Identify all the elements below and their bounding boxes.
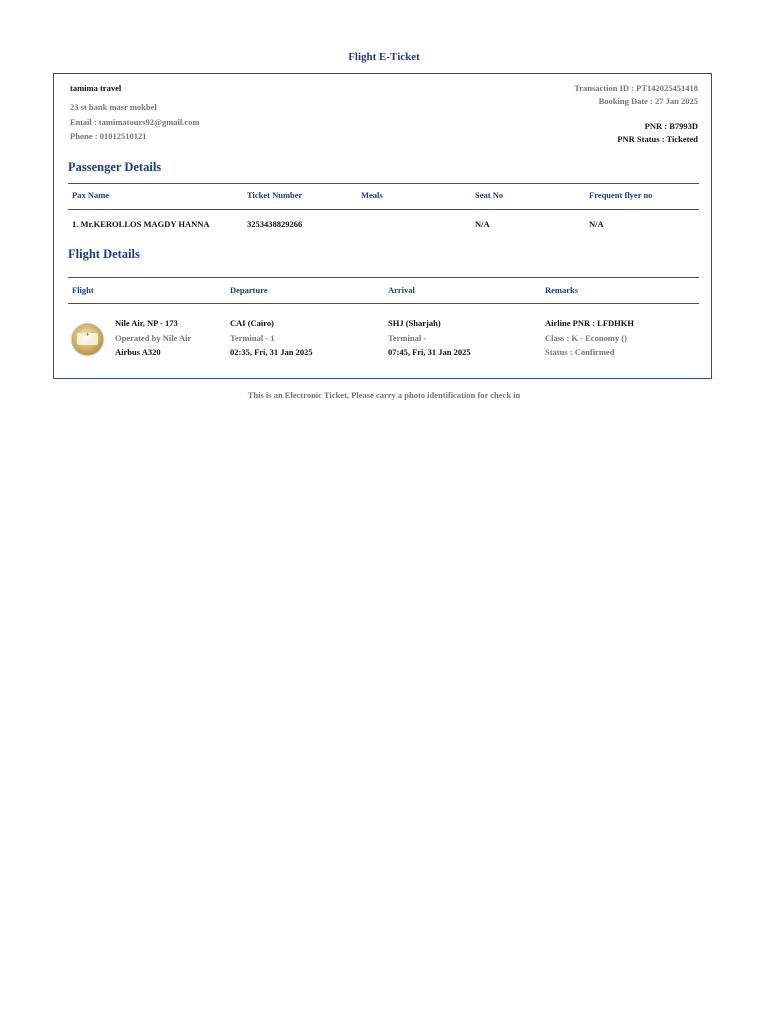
aircraft: Airbus A320 [115, 347, 161, 357]
passenger-section-title: Passenger Details [68, 160, 162, 174]
header-seat-no: Seat No [475, 190, 504, 200]
nile-air-logo-icon: ✈ [71, 323, 104, 356]
pax-name: 1. Mr.KEROLLOS MAGDY HANNA [72, 219, 210, 229]
agency-phone: Phone : 01012510121 [70, 131, 147, 141]
header-ticket-number: Ticket Number [247, 190, 303, 200]
header-pax-name: Pax Name [72, 190, 110, 200]
pnr-status: PNR Status : Ticketed [617, 134, 698, 144]
booking-class: Class : K - Economy () [545, 333, 627, 343]
flight-status: Status : Confirmed [545, 347, 615, 357]
agency-name: tamima travel [70, 83, 122, 93]
departure-airport: CAI (Cairo) [230, 318, 274, 328]
page-title: Flight E-Ticket [348, 51, 420, 63]
passenger-header-top-rule [68, 183, 699, 184]
footer-note: This is an Electronic Ticket, Please carry a photo identification for check in [247, 390, 521, 400]
pnr: PNR : B7993D [644, 121, 698, 131]
header-meals: Meals [361, 190, 383, 200]
flight-number: Nile Air, NP - 173 [115, 318, 178, 328]
header-frequent-flyer: Frequent flyer no [589, 190, 653, 200]
agency-email: Email : tamimatours92@gmail.com [70, 117, 200, 127]
transaction-id: Transaction ID : PT142025451418 [574, 83, 698, 93]
arrival-time: 07:45, Fri, 31 Jan 2025 [388, 347, 471, 357]
arrival-terminal: Terminal - [388, 333, 427, 343]
agency-address: 23 st bank masr mokbel [70, 102, 157, 112]
header-departure: Departure [230, 285, 268, 295]
ticket-box [53, 73, 712, 379]
header-remarks: Remarks [545, 285, 579, 295]
flight-header-top-rule [68, 277, 699, 278]
booking-date: Booking Date : 27 Jan 2025 [598, 96, 698, 106]
arrival-airport: SHJ (Sharjah) [388, 318, 441, 328]
passenger-header-bottom-rule [68, 209, 699, 210]
seat-no: N/A [475, 219, 490, 229]
header-flight: Flight [72, 285, 94, 295]
departure-time: 02:35, Fri, 31 Jan 2025 [230, 347, 313, 357]
operated-by: Operated by Nile Air [115, 333, 192, 343]
header-arrival: Arrival [388, 285, 415, 295]
airline-pnr: Airline PNR : LFDHKH [545, 318, 635, 328]
frequent-flyer-no: N/A [589, 219, 604, 229]
flight-header-bottom-rule [68, 303, 699, 304]
flight-section-title: Flight Details [68, 247, 140, 261]
departure-terminal: Terminal - 1 [230, 333, 275, 343]
ticket-number: 3253438829266 [247, 219, 303, 229]
